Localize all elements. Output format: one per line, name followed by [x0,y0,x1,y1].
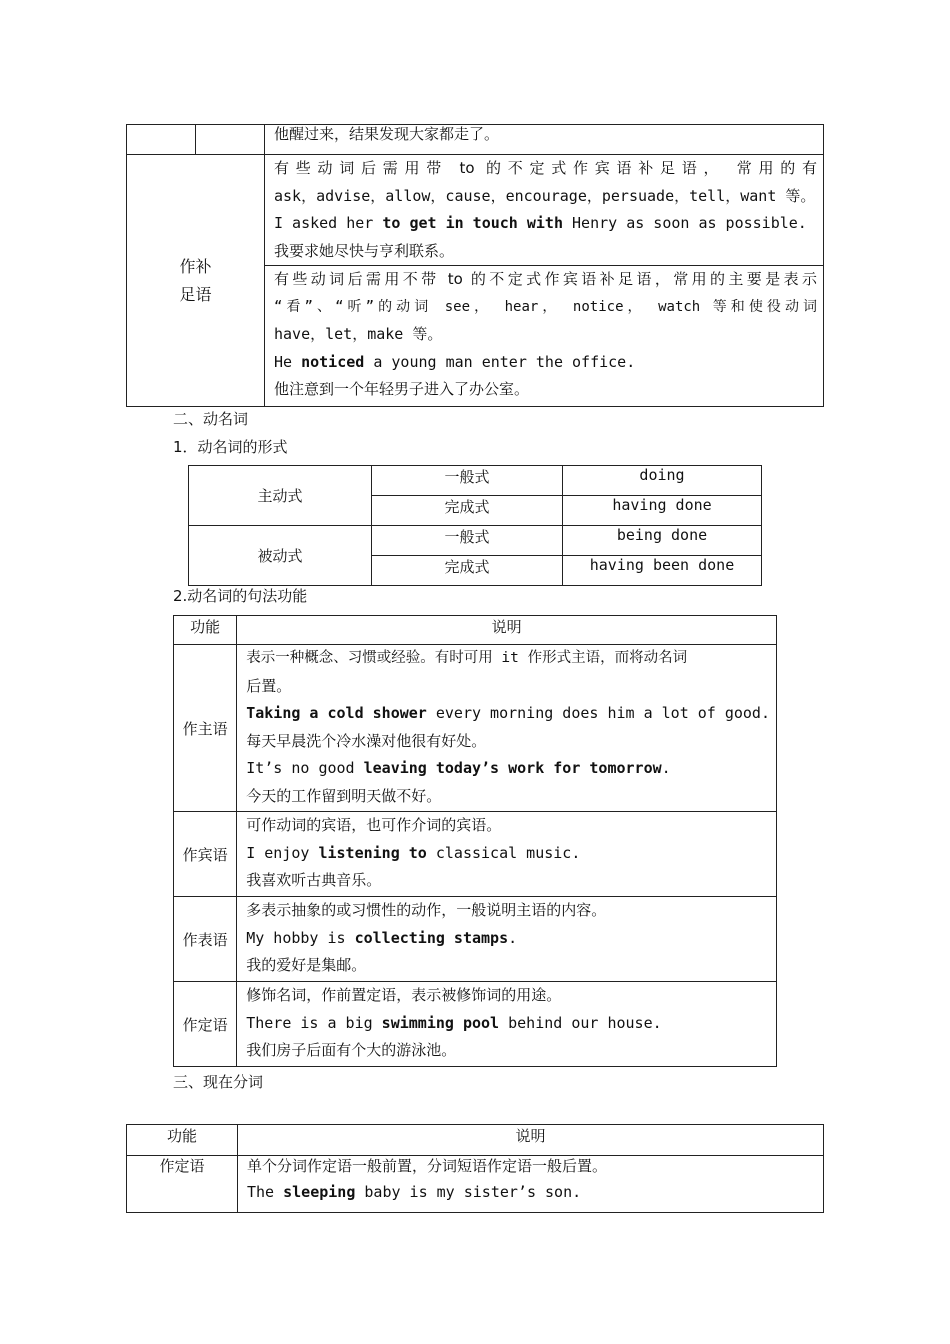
explanation-text: 有些动词后需用带 to 的不定式作宾语补足语， 常用的有 [274,159,817,177]
translation-text: 我的爱好是集邮。 [246,956,367,974]
column-header: 说明 [237,616,777,645]
gerund-forms-table [188,465,762,586]
empty-cell [196,125,265,155]
translation-text: 我要求她尽快与亨利联系。 [274,241,455,260]
example-text: It’s no good [246,759,364,777]
table-row [189,526,762,556]
example-highlight: collecting stamps [354,928,509,947]
example-text: The [247,1183,284,1201]
example-sentence [246,755,770,783]
form-value: having done [563,496,762,526]
explanation-text: “看”、“听”的动词 see， hear， notice， watch 等和使役动词 [274,298,817,315]
example-text: behind our house. [499,1013,662,1032]
form-value: having been done [563,556,762,586]
example-text: baby is my sister’s son. [355,1183,582,1201]
subsection-heading: 1．动名词的形式 [173,438,288,456]
function-label: 作定语 [174,982,237,1067]
section-label-cell [127,155,265,407]
aspect-label: 完成式 [372,496,563,526]
example-sentence [246,840,770,868]
table-row [127,125,824,155]
function-label: 作主语 [174,645,237,812]
column-header: 说明 [238,1125,824,1156]
function-label: 作定语 [127,1156,238,1213]
table-row [174,982,777,1067]
table-row [174,645,777,812]
description-cell [265,266,824,407]
example-sentence [246,925,770,953]
explanation-text: 有些动词后需用不带 to 的不定式作宾语补足语，常用的主要是表示 [274,270,817,288]
gerund-functions-table [173,615,777,1067]
description-cell [237,645,777,812]
description-cell [265,125,824,155]
example-highlight: swimming pool [381,1013,500,1032]
description-cell [237,812,777,897]
example-text: There is a big [246,1013,382,1032]
example-sentence [246,700,770,728]
translation-text: 他醒过来，结果发现大家都走了。 [274,125,500,143]
function-label: 作表语 [174,897,237,982]
aspect-label: 完成式 [372,556,563,586]
example-highlight: listening to [318,843,427,862]
example-highlight: Taking a cold shower [246,704,427,722]
voice-label: 被动式 [189,526,372,586]
description-cell [237,982,777,1067]
section-label-line: 作补 [179,256,212,276]
section-label [127,253,264,309]
table-row [127,155,824,266]
translation-text: 今天的工作留到明天做不好。 [246,786,442,805]
example-text: I enjoy [246,843,319,862]
explanation-text: 后置。 [246,676,292,695]
explanation-text: 单个分词作定语一般前置，分词短语作定语一般后置。 [247,1157,608,1175]
translation-text: 我喜欢听古典音乐。 [246,871,382,889]
empty-cell [127,125,196,155]
section-label-line: 足语 [179,284,212,304]
example-text: a young man enter the office. [364,352,636,371]
explanation-text: 表示一种概念、习惯或经验。有时可用 it 作形式主语，而将动名词 [246,650,688,666]
table-row [174,812,777,897]
example-highlight: sleeping [283,1183,356,1201]
example-text: classical music. [426,843,581,862]
explanation-text: 可作动词的宾语，也可作介词的宾语。 [246,816,502,834]
explanation-text: ask，advise，allow，cause，encourage，persuade，tell，want 等。 [274,186,816,205]
explanation-text: 修饰名词，作前置定语，表示被修饰词的用途。 [246,986,562,1004]
infinitive-complement-table [126,124,824,407]
example-text: every morning does him a lot of good. [426,704,770,722]
example-sentence [246,1010,770,1038]
voice-label: 主动式 [189,466,372,526]
translation-text: 他注意到一个年轻男子进入了办公室。 [274,380,530,398]
form-value: being done [563,526,762,556]
section-heading: 二、动名词 [173,410,249,428]
explanation-text: have，let，make 等。 [274,325,443,343]
example-sentence [274,210,817,238]
example-text: . [508,928,518,947]
example-text: My hobby is [246,928,355,947]
aspect-label: 一般式 [372,526,563,556]
description-cell [238,1156,824,1213]
table-row [127,1156,824,1213]
example-text: He [274,352,302,371]
table-header-row [174,616,777,645]
table-row [174,897,777,982]
example-sentence [247,1180,817,1208]
column-header: 功能 [174,616,237,645]
form-value: doing [563,466,762,496]
function-label: 作宾语 [174,812,237,897]
aspect-label: 一般式 [372,466,563,496]
subsection-heading: 2.动名词的句法功能 [173,587,308,605]
participle-functions-table [126,1124,824,1213]
example-highlight: noticed [301,352,365,371]
translation-text: 每天早晨洗个冷水澡对他很有好处。 [246,731,487,750]
description-cell [265,155,824,266]
description-cell [237,897,777,982]
column-header: 功能 [127,1125,238,1156]
section-heading: 三、现在分词 [173,1073,264,1091]
example-sentence [274,349,817,377]
explanation-text: 多表示抽象的或习惯性的动作，一般说明主语的内容。 [246,901,607,919]
table-header-row [127,1125,824,1156]
example-text: Henry as soon as possible. [563,214,807,232]
example-highlight: leaving today’s work for tomorrow [363,759,662,777]
table-row [189,466,762,496]
translation-text: 我们房子后面有个大的游泳池。 [246,1041,457,1059]
example-highlight: to get in touch with [382,214,563,232]
example-text: I asked her [274,214,383,232]
example-text: . [661,759,671,777]
